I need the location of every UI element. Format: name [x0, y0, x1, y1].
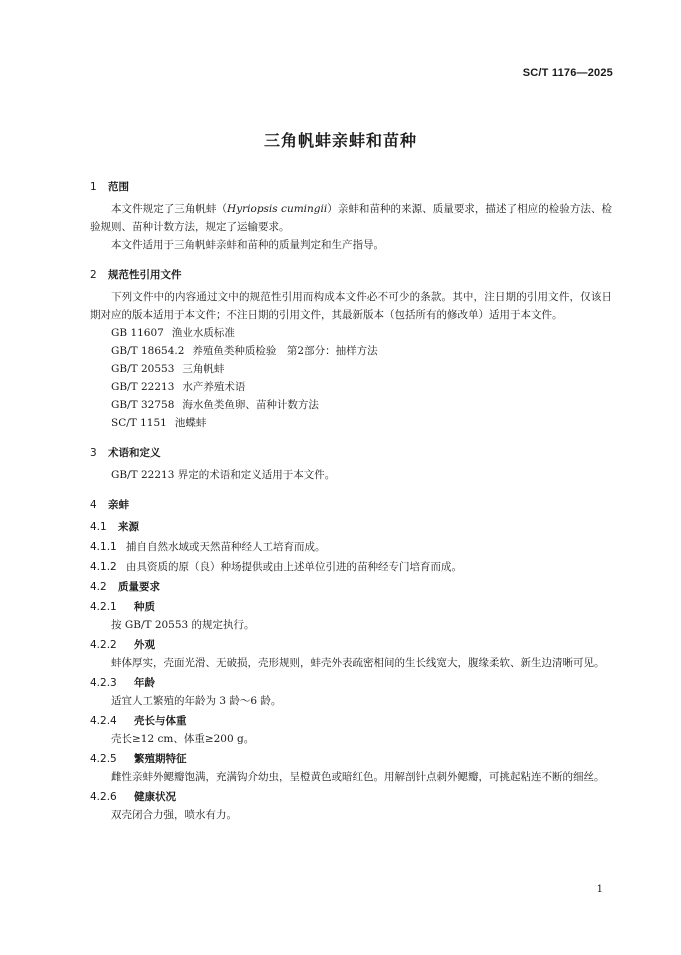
clause-4-2-1-text: 按 GB/T 20553 的规定执行。 [111, 619, 255, 631]
clause-4-2-6-text: 双壳闭合力强，喷水有力。 [111, 809, 237, 821]
section-3-paragraph-1: GB/T 22213 界定的术语和定义适用于本文件。 [111, 469, 336, 481]
reference-name: 三角帆蚌 [182, 363, 225, 375]
section-1-paragraph-2: 本文件适用于三角帆蚌亲蚌和苗种的质量判定和生产指导。 [111, 239, 384, 251]
page-number: 1 [596, 884, 603, 895]
clause-4-1-2 [90, 558, 612, 576]
clause-4-2-3-heading [90, 674, 612, 692]
subsection-4-1-heading [90, 518, 612, 536]
section-number: 4 [90, 499, 97, 511]
section-title: 规范性引用文件 [108, 269, 182, 281]
section-number: 2 [90, 269, 97, 281]
clause-number: 4.2.5 [90, 753, 117, 765]
section-2-paragraph-1: 下列文件中的内容通过文中的规范性引用而构成本文件必不可少的条款。其中，注日期的引用文件，仅该日期对应的版本适用于本文件；不注日期的引用文件，其最新版本（包括所有的修改单）适用于本文件。 [90, 291, 612, 321]
reference-item [90, 396, 612, 414]
section-number: 3 [90, 447, 97, 459]
section-title: 亲蚌 [108, 499, 129, 511]
subsection-title: 质量要求 [118, 581, 160, 593]
section-number: 1 [90, 181, 97, 193]
clause-4-2-5-text: 雌性亲蚌外鳃瓣饱满，充满钩介幼虫，呈橙黄色或暗红色。用解剖针点刺外鳃瓣，可挑起粘连不断的细丝。 [111, 771, 605, 783]
reference-code: GB/T 22213 [111, 381, 175, 393]
section-title: 范围 [108, 181, 129, 193]
reference-item [90, 324, 612, 342]
reference-code: GB/T 18654.2 [111, 345, 185, 357]
clause-4-1-1 [90, 538, 612, 556]
reference-name: 渔业水质标准 [171, 327, 235, 339]
subsection-number: 4.1 [90, 521, 107, 533]
reference-item [90, 414, 612, 432]
clause-number: 4.2.2 [90, 639, 117, 651]
subsection-number: 4.2 [90, 581, 107, 593]
clause-4-2-2-text: 蚌体厚实，壳面光滑、无破损，壳形规则，蚌壳外表疏密相间的生长线宽大，腹缘柔软、新生边清晰可见。 [111, 657, 605, 669]
section-title: 术语和定义 [108, 447, 161, 459]
reference-code: GB 11607 [111, 327, 164, 339]
clause-title: 繁殖期特征 [134, 753, 187, 765]
section-1-paragraph-1 [90, 200, 612, 236]
reference-name: 池蝶蚌 [174, 417, 207, 429]
reference-item [90, 360, 612, 378]
clause-4-2-4-text: 壳长≥12 cm、体重≥200 g。 [111, 733, 255, 745]
clause-4-2-1-heading [90, 598, 612, 616]
clause-text: 捕自自然水域或天然苗种经人工培育而成。 [126, 541, 326, 553]
clause-4-2-4-heading [90, 712, 612, 730]
clause-title: 种质 [134, 601, 155, 613]
section-4-heading [90, 496, 612, 514]
section-2-heading [90, 266, 612, 284]
clause-number: 4.2.1 [90, 601, 117, 613]
clause-4-2-6-heading [90, 788, 612, 806]
reference-name: 养殖鱼类种质检验 第2部分：抽样方法 [192, 345, 378, 357]
clause-4-2-2-heading [90, 636, 612, 654]
clause-number: 4.1.1 [90, 541, 117, 553]
clause-number: 4.2.3 [90, 677, 117, 689]
reference-code: GB/T 32758 [111, 399, 175, 411]
reference-item [90, 342, 612, 360]
clause-title: 外观 [134, 639, 155, 651]
subsection-4-2-heading [90, 578, 612, 596]
reference-item [90, 378, 612, 396]
clause-4-2-5-heading [90, 750, 612, 768]
clause-title: 健康状况 [134, 791, 176, 803]
reference-name: 海水鱼类鱼卵、苗种计数方法 [182, 399, 319, 411]
text-run: 本文件规定了三角帆蚌（ [111, 203, 228, 215]
latin-name: Hyriopsis cumingii [227, 203, 328, 215]
clause-title: 壳长与体重 [134, 715, 187, 727]
clause-number: 4.2.4 [90, 715, 117, 727]
clause-4-2-3-text: 适宜人工繁殖的年龄为 3 龄～6 龄。 [111, 695, 282, 707]
section-1-heading [90, 178, 612, 196]
clause-text: 由具资质的原（良）种场提供或由上述单位引进的苗种经专门培育而成。 [126, 561, 462, 573]
clause-number: 4.2.6 [90, 791, 117, 803]
subsection-title: 来源 [118, 521, 139, 533]
clause-number: 4.1.2 [90, 561, 117, 573]
standard-code: SC/T 1176—2025 [522, 67, 613, 79]
section-3-heading [90, 444, 612, 462]
document-body [90, 178, 612, 824]
document-title: 三角帆蚌亲蚌和苗种 [263, 131, 417, 150]
text-run: ）亲蚌和苗种的来源、质量要求，描述了相应的检验方法、检验规则、苗种计数方法，规定了运输要求。 [90, 203, 613, 233]
clause-title: 年龄 [134, 677, 155, 689]
reference-name: 水产养殖术语 [182, 381, 246, 393]
reference-code: GB/T 20553 [111, 363, 175, 375]
reference-code: SC/T 1151 [111, 417, 167, 429]
